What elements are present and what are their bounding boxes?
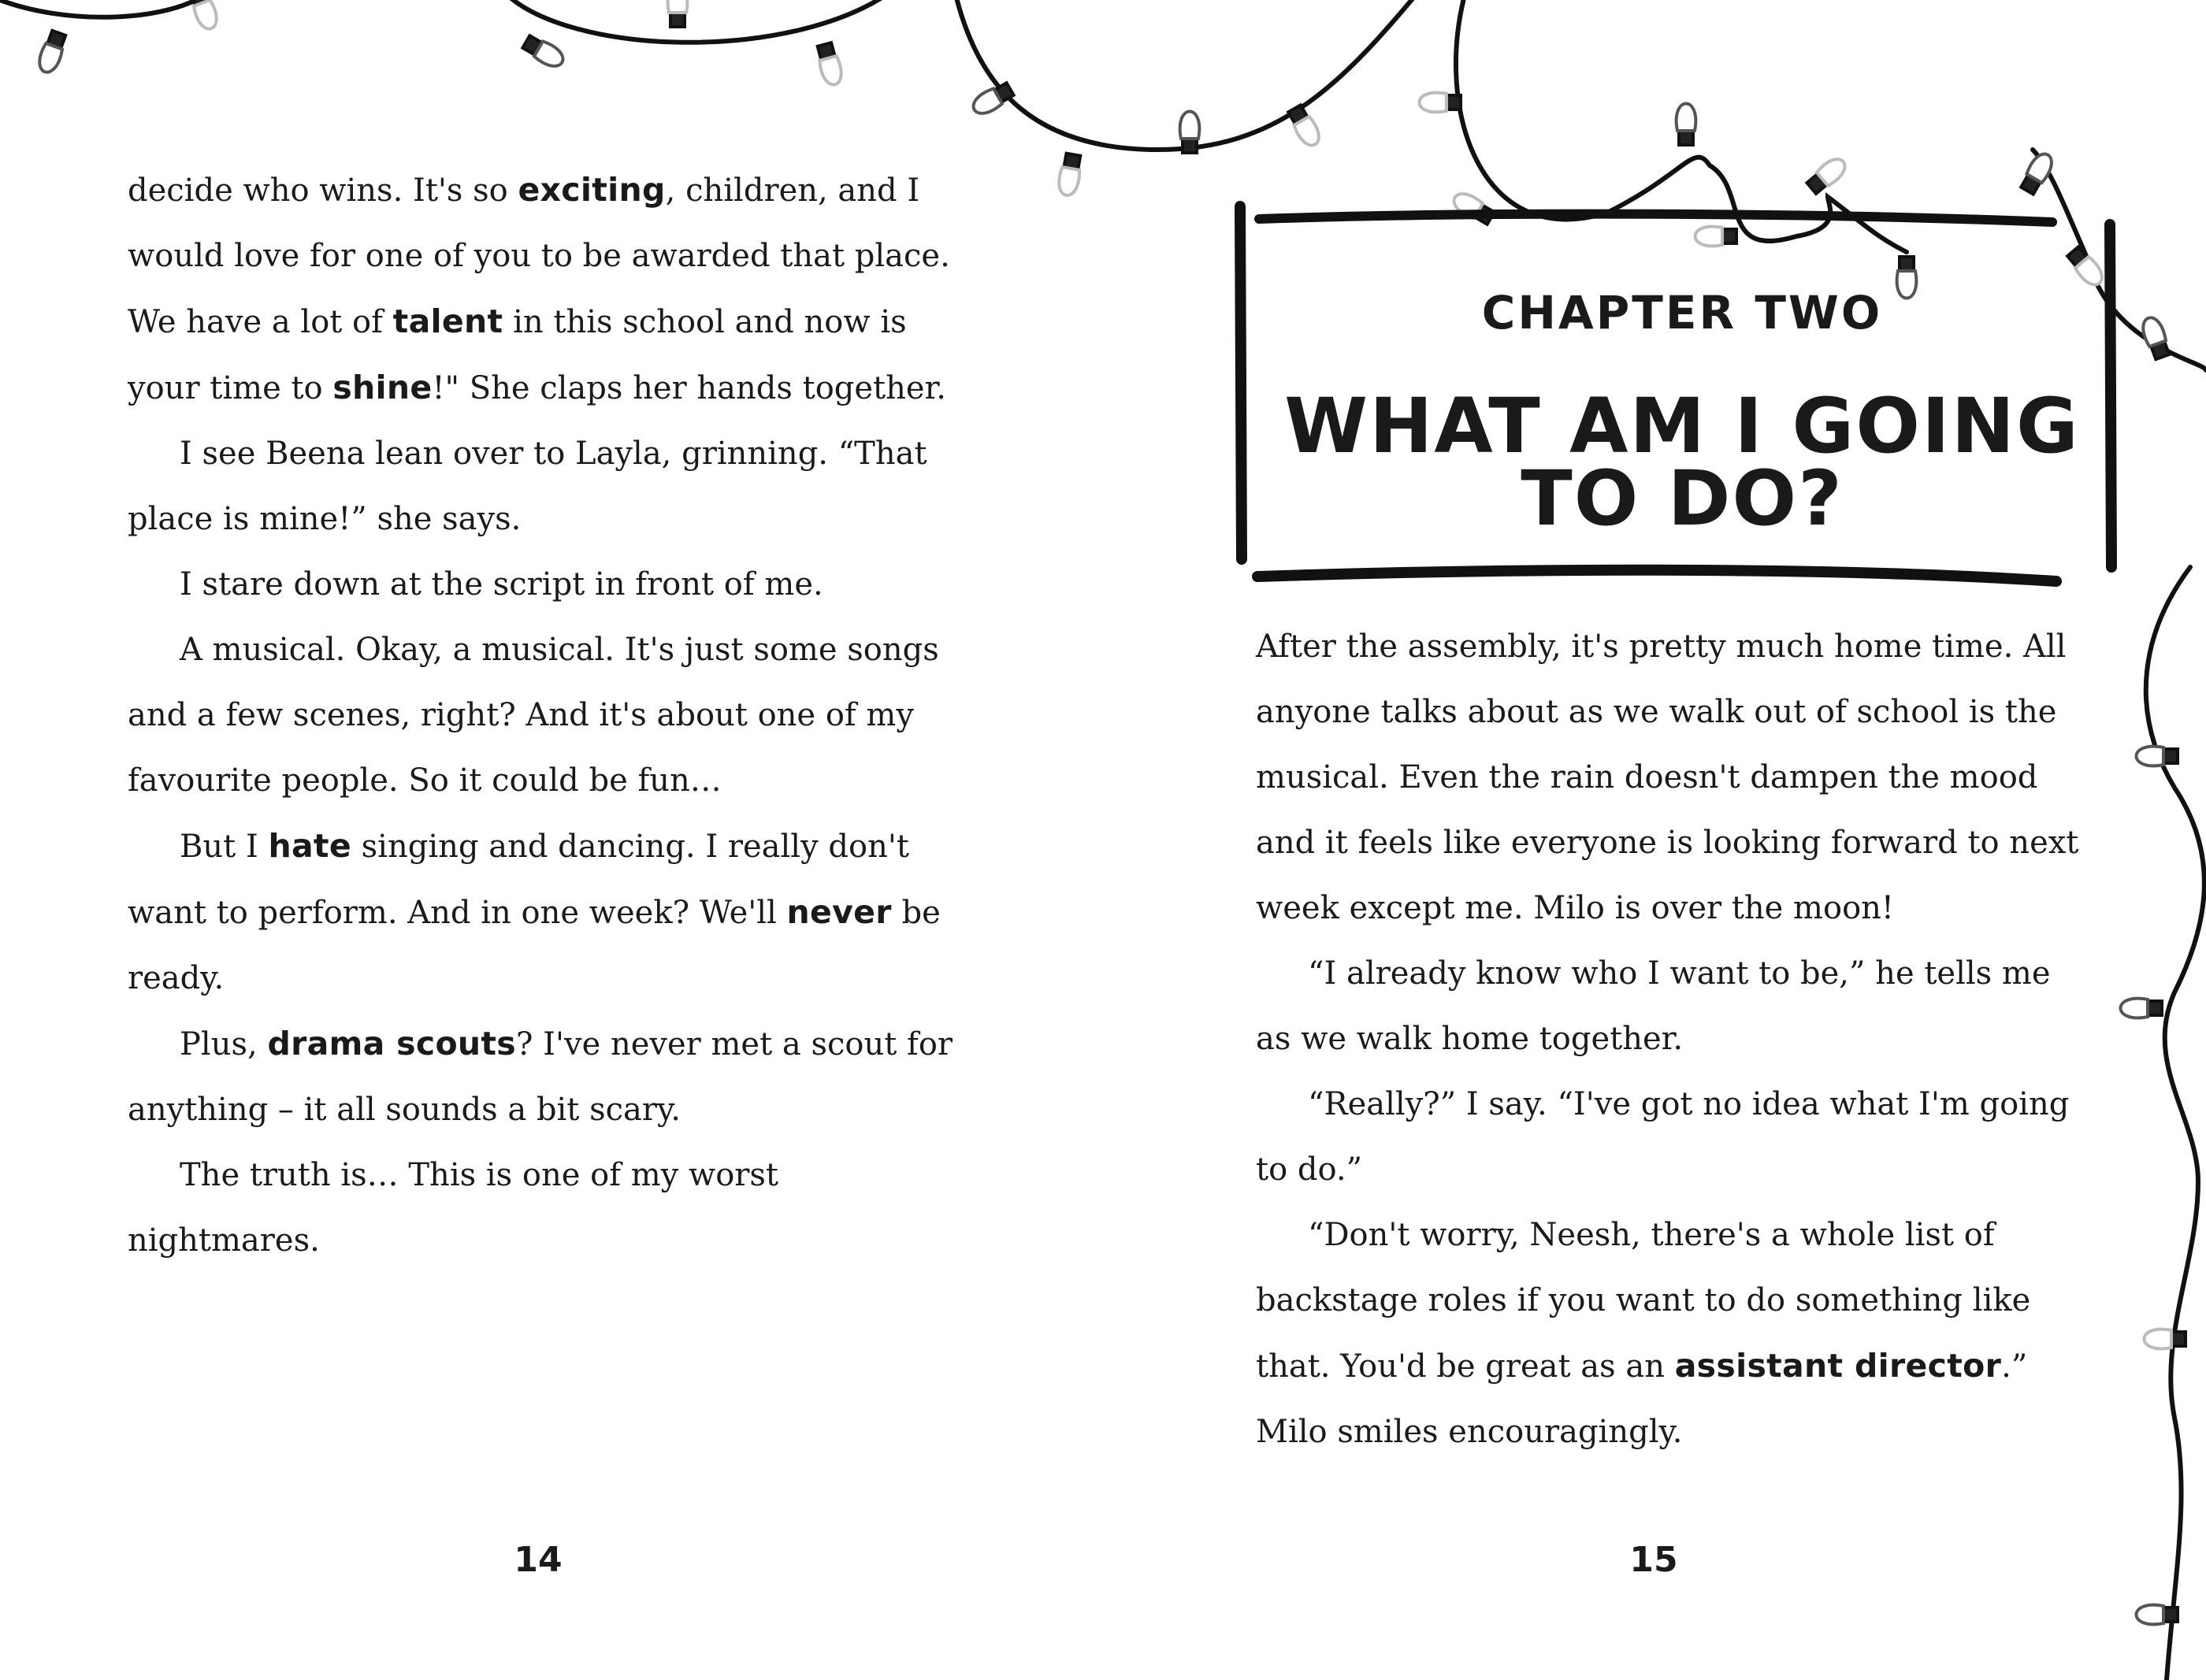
text-run: After the assembly, it's pretty much home time. All anyone talks about as we walk out of school is the musical. Even the rain doesn't dampen the mood and it feels like everyone is looking forward to next week except me. Milo is over the moon! <box>1256 629 2079 926</box>
paragraph <box>128 1143 963 1274</box>
text-run: decide who wins. It's so <box>128 172 518 209</box>
text-run: I stare down at the script in front of me. <box>180 566 823 603</box>
page-number-right: 15 <box>1629 1540 1678 1580</box>
text-run: ? I've never met a scout for anything – it all sounds a bit scary. <box>128 1026 953 1128</box>
chapter-title-line2: TO DO? <box>1521 454 1844 543</box>
paragraph <box>1256 941 2091 1072</box>
paragraph <box>1256 1072 2091 1203</box>
text-run: singing and dancing. I really don't want to perform. And in one week? We'll <box>128 829 909 931</box>
text-run: !" She claps her hands together. <box>432 370 946 406</box>
emphasized-word: assistant director <box>1674 1347 2002 1385</box>
paragraph <box>128 814 963 1011</box>
text-run: , children, and I would love for one of you to be awarded that place. We have a lot of <box>128 172 950 340</box>
emphasized-word: exciting <box>518 171 666 209</box>
paragraph <box>128 617 963 814</box>
text-run: The truth is… This is one of my worst nightmares. <box>128 1157 778 1259</box>
emphasized-word: shine <box>332 369 433 406</box>
text-run: Plus, <box>180 1026 268 1063</box>
paragraph <box>128 1011 963 1143</box>
paragraph <box>128 552 963 617</box>
paragraph <box>1256 1203 2091 1465</box>
paragraph <box>1256 614 2091 941</box>
text-run: But I <box>180 829 269 865</box>
paragraph <box>128 421 963 552</box>
text-run: .” Milo smiles encouragingly. <box>1256 1348 2028 1450</box>
page-number-left: 14 <box>514 1540 563 1580</box>
text-run: “Don't worry, Neesh, there's a whole list of backstage roles if you want to do something like that. You'd be great as an <box>1256 1217 2031 1385</box>
emphasized-word: drama scouts <box>267 1025 517 1063</box>
chapter-label: CHAPTER TWO <box>1481 286 1883 339</box>
chapter-title-line1: WHAT AM I GOING <box>1284 382 2080 470</box>
left-page-body <box>128 158 963 1274</box>
text-run: be ready. <box>128 895 941 996</box>
text-run: I see Beena lean over to Layla, grinning. “That place is mine!” she says. <box>128 436 927 537</box>
right-page-body <box>1256 614 2091 1465</box>
emphasized-word: talent <box>392 302 503 340</box>
emphasized-word: never <box>786 893 892 931</box>
text-run: in this school and now is your time to <box>128 304 907 406</box>
text-run: “Really?” I say. “I've got no idea what I'm going to do.” <box>1256 1086 2070 1188</box>
paragraph <box>128 158 963 421</box>
chapter-title <box>1253 382 2111 543</box>
text-run: “I already know who I want to be,” he tells me as we walk home together. <box>1256 955 2051 1057</box>
emphasized-word: hate <box>268 827 351 865</box>
text-run: A musical. Okay, a musical. It's just some songs and a few scenes, right? And it's about one of my favourite people. So it could be fun… <box>128 632 939 799</box>
